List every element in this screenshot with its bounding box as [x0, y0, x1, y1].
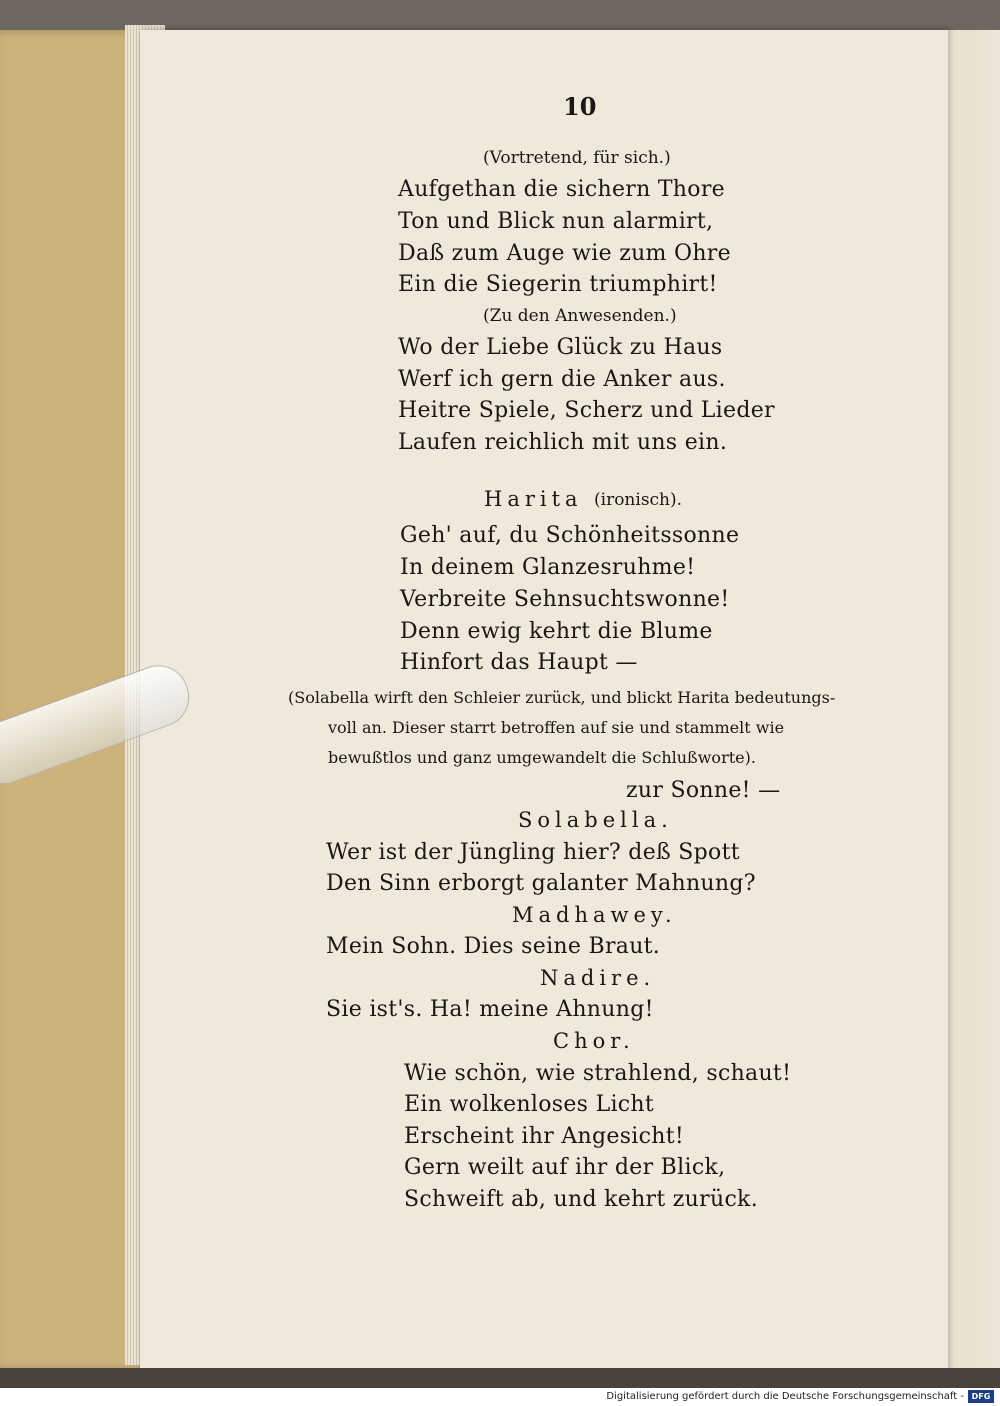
- verse-line: Werf ich gern die Anker aus.: [398, 367, 726, 392]
- verse-line: Wer ist der Jüngling hier? deß Spott: [326, 840, 740, 865]
- speaker-name: Solabella.: [518, 808, 673, 832]
- stage-direction: (Solabella wirft den Schleier zurück, und blickt Harita bedeutungs-: [288, 688, 836, 707]
- verse-line: zur Sonne! —: [626, 778, 781, 803]
- verse-line: Schweift ab, und kehrt zurück.: [404, 1187, 758, 1212]
- page-number: 10: [563, 92, 597, 121]
- speaker-name: Chor.: [553, 1029, 635, 1053]
- footer-credit: Digitalisierung gefördert durch die Deutsche Forschungsgemeinschaft -: [606, 1391, 964, 1402]
- verse-line: Gern weilt auf ihr der Blick,: [404, 1155, 726, 1180]
- verse-line: Erscheint ihr Angesicht!: [404, 1124, 684, 1149]
- stage-direction: (Zu den Anwesenden.): [483, 306, 677, 326]
- verse-line: In deinem Glanzesruhme!: [400, 555, 696, 580]
- verse-line: Heitre Spiele, Scherz und Lieder: [398, 398, 775, 423]
- facing-page-edge: [948, 30, 1000, 1368]
- verse-line: Laufen reichlich mit uns ein.: [398, 430, 728, 455]
- verse-line: Ein die Siegerin triumphirt!: [398, 272, 718, 297]
- verse-line: Geh' auf, du Schönheitssonne: [400, 523, 740, 548]
- verse-line: Wo der Liebe Glück zu Haus: [398, 335, 723, 360]
- verse-line: Mein Sohn. Dies seine Braut.: [326, 934, 661, 959]
- speaker-name: Nadire.: [540, 966, 656, 990]
- verse-line: Denn ewig kehrt die Blume: [400, 619, 713, 644]
- verse-line: Aufgethan die sichern Thore: [398, 177, 725, 202]
- scan-border: [0, 1368, 1000, 1390]
- verse-line: Verbreite Sehnsuchtswonne!: [400, 587, 730, 612]
- verse-line: Hinfort das Haupt —: [400, 650, 638, 675]
- verse-line: Daß zum Auge wie zum Ohre: [398, 241, 731, 266]
- stage-direction: voll an. Dieser starrt betroffen auf sie und stammelt wie: [328, 718, 785, 737]
- speaker-name: Harita: [484, 487, 583, 511]
- verse-line: Sie ist's. Ha! meine Ahnung!: [326, 997, 654, 1022]
- stage-direction: (ironisch).: [594, 490, 683, 510]
- verse-line: Den Sinn erborgt galanter Mahnung?: [326, 871, 756, 896]
- verse-line: Wie schön, wie strahlend, schaut!: [404, 1061, 792, 1086]
- dfg-logo: DFG: [968, 1390, 994, 1403]
- verse-line: Ein wolkenloses Licht: [404, 1092, 655, 1117]
- speaker-name: Madhawey.: [512, 903, 677, 927]
- stage-direction: bewußtlos und ganz umgewandelt die Schlußworte).: [328, 748, 756, 767]
- stage-direction: (Vortretend, für sich.): [483, 148, 671, 168]
- verse-line: Ton und Blick nun alarmirt,: [398, 209, 714, 234]
